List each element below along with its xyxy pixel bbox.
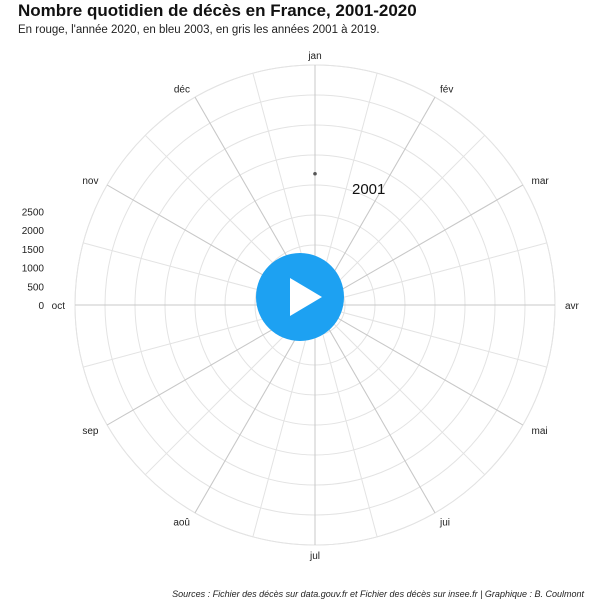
- data-point-2001: [313, 172, 317, 176]
- grid-spoke: [315, 305, 547, 367]
- radial-tick-label: 0: [38, 301, 44, 312]
- month-axis-line: [315, 185, 523, 305]
- month-label-jan: jan: [308, 51, 322, 62]
- radial-tick-label: 2000: [21, 226, 44, 237]
- radial-tick-label: 1000: [21, 263, 44, 275]
- month-axis-line: [315, 305, 523, 425]
- radial-tick-label: 1500: [21, 244, 44, 256]
- radial-tick-label: 2500: [21, 207, 44, 219]
- month-label-jui: jui: [440, 517, 451, 529]
- current-year-label: 2001: [352, 181, 386, 198]
- month-label-nov: nov: [82, 176, 99, 187]
- video-play-button[interactable]: [256, 253, 344, 341]
- play-icon: [256, 253, 344, 341]
- month-label-aoû: aoû: [173, 517, 190, 529]
- month-label-jul: jul: [309, 551, 321, 562]
- month-label-sep: sep: [82, 426, 99, 437]
- month-label-mai: mai: [531, 426, 548, 437]
- grid-spoke: [315, 243, 547, 305]
- source-note: Sources : Fichier des décès sur data.gouv.fr et Fichier des décès sur insee.fr | Graphique : B. Coulmont: [172, 589, 584, 599]
- chart-subtitle: En rouge, l'année 2020, en bleu 2003, en gris les années 2001 à 2019.: [18, 24, 380, 36]
- radial-tick-label: 500: [27, 282, 44, 294]
- month-label-mar: mar: [531, 176, 549, 187]
- chart-title: Nombre quotidien de décès en France, 2001-2020: [18, 1, 417, 20]
- month-label-oct: oct: [51, 301, 65, 312]
- month-label-déc: déc: [173, 84, 190, 96]
- month-label-avr: avr: [565, 301, 579, 312]
- month-label-fév: fév: [440, 84, 454, 96]
